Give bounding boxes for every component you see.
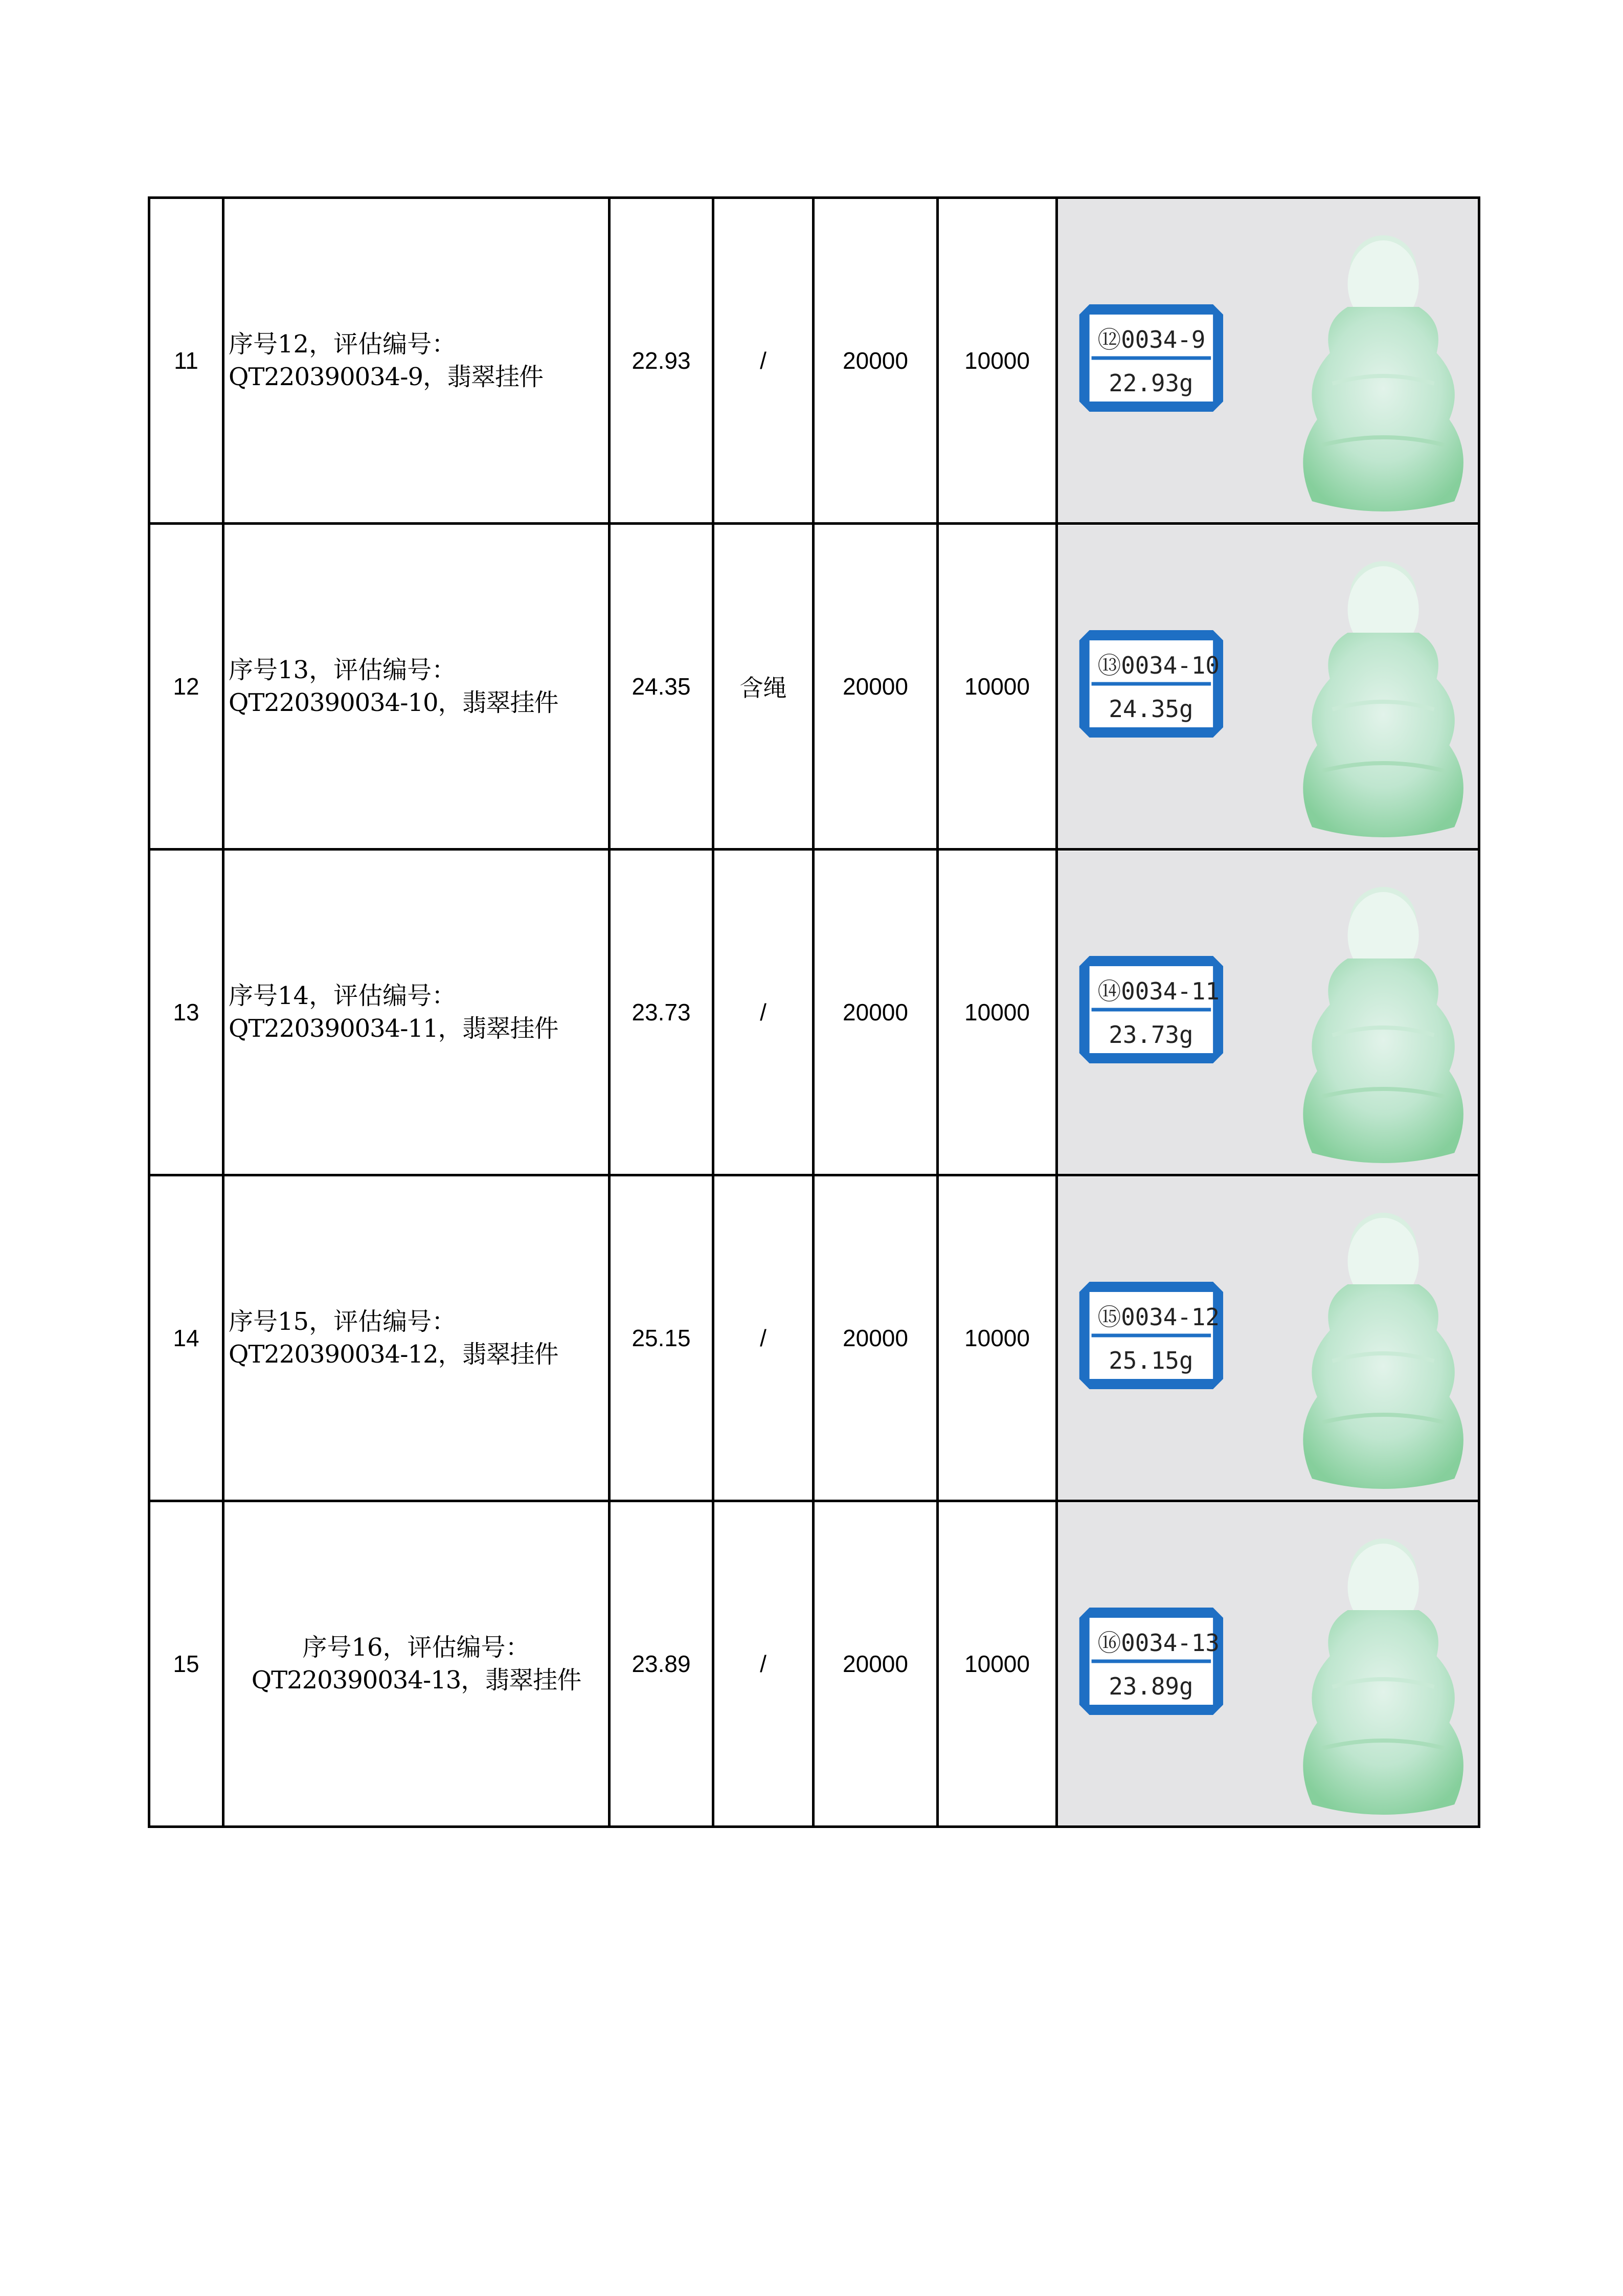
item-number: 14 — [149, 1175, 223, 1501]
label-tag-icon — [1079, 1608, 1223, 1715]
tag-weight: 23.73g — [1109, 1020, 1193, 1049]
item-desc-line2: QT220390034-11，翡翠挂件 — [229, 1014, 558, 1043]
item-weight: 25.15 — [610, 1175, 713, 1501]
item-value-b: 10000 — [938, 524, 1057, 850]
tag-code: ⑬0034-10 — [1097, 651, 1220, 679]
item-note: / — [713, 1175, 814, 1501]
item-desc-line1: 序号15，评估编号： — [229, 1307, 457, 1336]
item-value-b: 10000 — [938, 198, 1057, 524]
item-number: 13 — [149, 850, 223, 1175]
item-desc-line1: 序号16，评估编号： — [302, 1633, 530, 1662]
tag-code: ⑫0034-9 — [1097, 325, 1206, 353]
label-tag-icon — [1079, 1282, 1223, 1389]
jade-pendant-photo — [1058, 199, 1478, 522]
item-note: / — [713, 198, 814, 524]
item-description — [223, 850, 610, 1175]
item-value-a: 20000 — [814, 1175, 938, 1501]
table-row — [149, 850, 1479, 1175]
tag-weight: 22.93g — [1109, 369, 1193, 397]
item-number: 15 — [149, 1501, 223, 1827]
item-photo — [1057, 524, 1479, 850]
item-weight: 22.93 — [610, 198, 713, 524]
item-weight: 24.35 — [610, 524, 713, 850]
item-photo — [1057, 1175, 1479, 1501]
item-photo — [1057, 1501, 1479, 1827]
jade-pendant-photo — [1058, 1177, 1478, 1500]
tag-code: ⑯0034-13 — [1097, 1629, 1220, 1657]
tag-weight: 23.89g — [1109, 1672, 1193, 1700]
item-description — [223, 1501, 610, 1827]
tag-weight: 24.35g — [1109, 695, 1193, 723]
tag-code: ⑮0034-12 — [1097, 1303, 1220, 1331]
item-photo — [1057, 198, 1479, 524]
table-row — [149, 524, 1479, 850]
item-weight: 23.73 — [610, 850, 713, 1175]
item-value-a: 20000 — [814, 198, 938, 524]
item-number: 11 — [149, 198, 223, 524]
item-number: 12 — [149, 524, 223, 850]
item-weight: 23.89 — [610, 1501, 713, 1827]
label-tag-icon — [1079, 630, 1223, 738]
jade-pendant-photo — [1058, 525, 1478, 848]
tag-weight: 25.15g — [1109, 1346, 1193, 1374]
jade-item-table — [148, 196, 1480, 1828]
item-desc-line2: QT220390034-12，翡翠挂件 — [229, 1340, 558, 1369]
item-description — [223, 1175, 610, 1501]
item-photo — [1057, 850, 1479, 1175]
item-note: / — [713, 850, 814, 1175]
table-row — [149, 1175, 1479, 1501]
item-desc-line2: QT220390034-10，翡翠挂件 — [229, 688, 558, 717]
item-desc-line1: 序号12，评估编号： — [229, 330, 457, 359]
item-value-a: 20000 — [814, 850, 938, 1175]
jade-pendant-photo — [1058, 1503, 1478, 1825]
tag-code: ⑭0034-11 — [1097, 977, 1220, 1005]
label-tag-icon — [1079, 956, 1223, 1063]
item-desc-line2: QT220390034-9，翡翠挂件 — [229, 363, 543, 391]
item-value-b: 10000 — [938, 1175, 1057, 1501]
item-value-b: 10000 — [938, 1501, 1057, 1827]
item-desc-line1: 序号13，评估编号： — [229, 656, 457, 684]
item-description — [223, 198, 610, 524]
label-tag-icon — [1079, 304, 1223, 412]
jade-pendant-photo — [1058, 851, 1478, 1174]
item-note: 含绳 — [713, 524, 814, 850]
item-desc-line1: 序号14，评估编号： — [229, 982, 457, 1010]
table-row — [149, 198, 1479, 524]
item-description — [223, 524, 610, 850]
table-row — [149, 1501, 1479, 1827]
item-value-b: 10000 — [938, 850, 1057, 1175]
item-value-a: 20000 — [814, 524, 938, 850]
item-value-a: 20000 — [814, 1501, 938, 1827]
item-desc-line2: QT220390034-13，翡翠挂件 — [251, 1666, 581, 1695]
item-note: / — [713, 1501, 814, 1827]
